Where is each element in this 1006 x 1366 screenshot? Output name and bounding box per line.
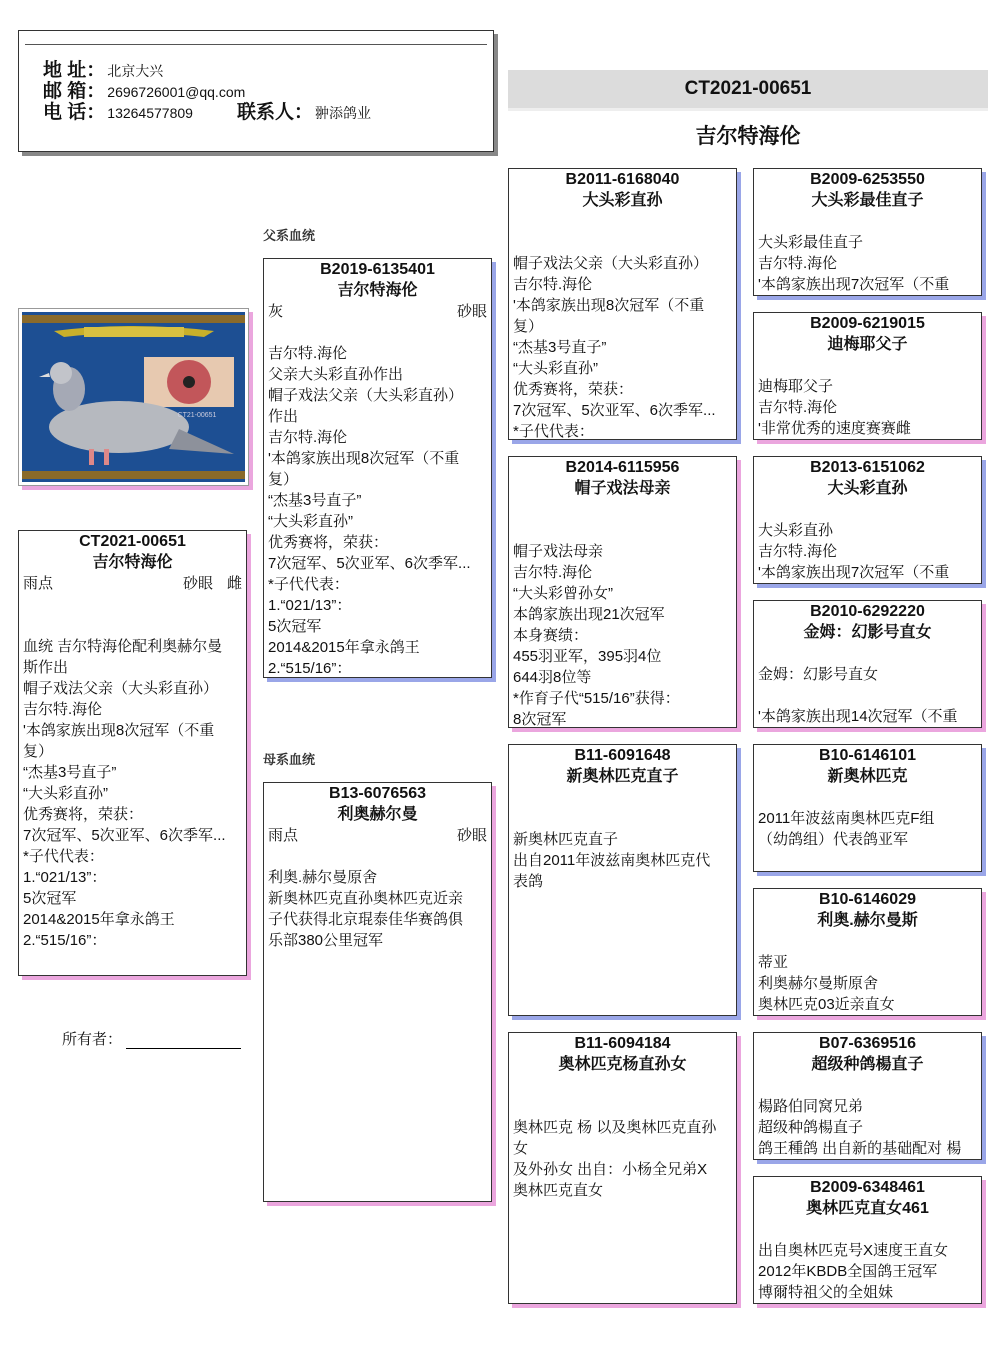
detail-line: “大头彩直孙” — [513, 360, 598, 377]
detail-line: 利奥.赫尔曼原舍 — [268, 869, 378, 886]
detail-line — [268, 322, 487, 343]
ring-number: B07-6369516 — [819, 1035, 916, 1052]
detail-line: 蒂亚 — [758, 954, 789, 971]
pigeon-name: 新奥林匹克 — [827, 768, 908, 785]
great-grandparent-card — [753, 1032, 982, 1160]
ring-number: B2009-6253550 — [810, 171, 925, 188]
detail-line: 斯作出 — [23, 659, 69, 676]
detail-line — [513, 499, 732, 520]
contact-label: 联系人： — [236, 102, 313, 123]
feather-color: 雨点 — [268, 827, 299, 844]
owner-label: 所有者： — [62, 1031, 123, 1048]
great-grandparent-card — [753, 1176, 982, 1304]
detail-line: 吉尔特.海伦 — [23, 701, 103, 718]
ring-number: B11-6091648 — [574, 747, 671, 764]
detail-line: 2.“515/16”： — [23, 932, 107, 949]
detail-line: 455羽亚军，395羽4位 — [513, 648, 662, 665]
detail-line: '本鸽家族出现8次冠军（不重 — [513, 297, 705, 314]
pigeon-name: 利奥赫尔曼 — [337, 806, 418, 823]
detail-line — [513, 232, 732, 253]
ring-number: B2009-6348461 — [810, 1179, 925, 1196]
detail-line: 644羽8位等 — [513, 669, 592, 686]
pigeon-name: 吉尔特海伦 — [92, 554, 173, 571]
detail-line: *子代代表： — [513, 423, 594, 440]
detail-line: *子代代表： — [23, 848, 104, 865]
detail-line: （幼鸽组）代表鸽亚军 — [758, 831, 909, 848]
detail-line: 5次冠军 — [23, 890, 77, 907]
pigeon-name: 迪梅耶父子 — [827, 336, 908, 353]
father-card — [263, 258, 492, 678]
pigeon-name: 吉尔特海伦 — [337, 282, 418, 299]
pigeon-name: 帽子戏法母亲 — [574, 480, 671, 497]
detail-line: 表鸽 — [513, 873, 544, 890]
detail-line: 7次冠军、5次亚军、6次季军... — [513, 402, 716, 419]
detail-line: 8次冠军 — [513, 711, 567, 728]
detail-line: 大头彩最佳直子 — [758, 234, 864, 251]
detail-line — [758, 355, 977, 376]
detail-line: '本鸽家族出现8次冠军（不重 — [23, 722, 215, 739]
pigeon-name: 新奥林匹克直子 — [566, 768, 679, 785]
detail-line: 吉尔特.海伦 — [758, 399, 838, 416]
maternal-grandmother-card — [508, 1032, 737, 1304]
detail-line: 吉尔特.海伦 — [758, 255, 838, 272]
attributes-row — [268, 301, 487, 322]
phone-value: 13264577809 — [107, 105, 193, 121]
pigeon-name: 奥林匹克杨直孙女 — [558, 1056, 687, 1073]
mother-card — [263, 782, 492, 1202]
ring-number: B2013-6151062 — [810, 459, 925, 476]
detail-line — [268, 846, 487, 867]
detail-line: 本鸽家族出现21次冠军 — [513, 606, 665, 623]
detail-line — [758, 1075, 977, 1096]
detail-line — [23, 594, 242, 615]
detail-line — [513, 1096, 732, 1117]
detail-line — [758, 211, 977, 232]
ring-number: B10-6146029 — [819, 891, 916, 908]
detail-line: 新奥林匹克直孙奥林匹克近亲 — [268, 890, 464, 907]
contact-box — [18, 30, 494, 152]
mother-line-label: 母系血统 — [263, 752, 316, 767]
detail-line: 迪梅耶父子 — [758, 378, 834, 395]
detail-line: '本鸽家族出现8次冠军（不重 — [268, 450, 460, 467]
father-line-label: 父系血统 — [263, 228, 316, 243]
photo-caption: CT21-00651 — [177, 412, 217, 419]
ring-number: B13-6076563 — [329, 785, 426, 802]
detail-line: 2011年波兹南奥林匹克F组 — [758, 810, 935, 827]
detail-line — [513, 1075, 732, 1096]
detail-line: “杰基3号直子” — [513, 339, 607, 356]
detail-line: 利奥赫尔曼斯原舍 — [758, 975, 879, 992]
detail-line — [758, 1219, 977, 1240]
detail-line: 帽子戏法父亲（大头彩直孙） — [268, 387, 464, 404]
pigeon-photo — [18, 308, 249, 486]
detail-line: 复） — [268, 471, 299, 488]
owner-field — [62, 1028, 241, 1049]
detail-line: 奥林匹克 杨 以及奥林匹克直孙 — [513, 1119, 717, 1136]
detail-line — [513, 787, 732, 808]
detail-line: '非常优秀的速度赛赛雌 — [758, 420, 911, 437]
eye-type: 砂眼 — [456, 303, 487, 320]
detail-line: 出自奥林匹克号X速度王直女 — [758, 1242, 949, 1259]
great-grandparent-card — [753, 312, 982, 440]
detail-line: 优秀赛将，荣获： — [513, 381, 634, 398]
ring-number: B2014-6115956 — [565, 459, 680, 476]
great-grandparent-card — [753, 888, 982, 1016]
detail-line: 复） — [23, 743, 54, 760]
detail-line: 吉尔特.海伦 — [758, 543, 838, 560]
detail-line: *作育子代“515/16”获得： — [513, 690, 680, 707]
ring-number: B2009-6219015 — [810, 315, 925, 332]
pigeon-name: 超级种鸽楊直子 — [811, 1056, 924, 1073]
detail-line — [758, 787, 977, 808]
ring-number: B11-6094184 — [574, 1035, 671, 1052]
eye-type: 砂眼 — [182, 575, 213, 592]
detail-line: 奥林匹克03近亲直女 — [758, 996, 895, 1013]
header-name: 吉尔特海伦 — [695, 125, 801, 148]
ring-number: CT2021-00651 — [79, 533, 186, 550]
detail-line: '本鸽家族出现7次冠军（不重 — [758, 276, 950, 293]
great-grandparent-card — [753, 744, 982, 872]
email-label: 邮 箱： — [43, 81, 106, 102]
feather-color: 雨点 — [23, 575, 54, 592]
detail-line — [513, 520, 732, 541]
detail-line: '本鸽家族出现7次冠军（不重 — [758, 564, 950, 581]
email-value: 2696726001@qq.com — [107, 84, 246, 100]
detail-line: 吉尔特.海伦 — [268, 345, 348, 362]
detail-line — [513, 211, 732, 232]
ring-number: B2010-6292220 — [810, 603, 925, 620]
detail-line: 优秀赛将，荣获： — [268, 534, 389, 551]
detail-line — [23, 615, 242, 636]
detail-line: 博爾特祖父的全姐妹 — [758, 1284, 894, 1301]
paternal-grandmother-card — [508, 456, 737, 728]
attributes-row — [23, 573, 242, 594]
detail-line — [513, 808, 732, 829]
header-ring: CT2021-00651 — [508, 70, 988, 111]
detail-line: “大头彩曾孙女” — [513, 585, 613, 602]
pigeon-name: 利奥.赫尔曼斯 — [817, 912, 918, 929]
pigeon-name: 大头彩直孙 — [582, 192, 663, 209]
address-value: 北京大兴 — [107, 63, 164, 79]
detail-line — [758, 499, 977, 520]
detail-line: 7次冠军、5次亚军、6次季军... — [268, 555, 471, 572]
detail-line: 2012年KBDB全国鸽王冠军 — [758, 1263, 938, 1280]
detail-line: 优秀赛将，荣获： — [23, 806, 144, 823]
pigeon-image — [19, 309, 248, 485]
pigeon-name: 大头彩最佳直子 — [811, 192, 924, 209]
detail-line: 1.“021/13”： — [23, 869, 107, 886]
detail-line: '本鸽家族出现14次冠军（不重 — [758, 708, 958, 725]
detail-line: 奥林匹克直女 — [513, 1182, 604, 1199]
detail-line: 及外孙女 出自：小杨全兄弟X — [513, 1161, 708, 1178]
detail-line: 乐部380公里冠军 — [268, 932, 384, 949]
detail-line: 吉尔特.海伦 — [513, 276, 593, 293]
detail-line: *子代代表： — [268, 576, 349, 593]
detail-line: 出自2011年波兹南奥林匹克代 — [513, 852, 711, 869]
phone-row — [43, 97, 371, 124]
eye-type: 砂眼 — [456, 827, 487, 844]
contact-value: 翀添鸽业 — [314, 105, 371, 121]
detail-line: 2.“515/16”： — [268, 660, 352, 677]
detail-line: “杰基3号直子” — [23, 764, 117, 781]
paternal-grandfather-card — [508, 168, 737, 440]
detail-line: 本身赛绩： — [513, 627, 589, 644]
detail-line: 子代获得北京琨泰佳华赛鸽俱 — [268, 911, 464, 928]
maternal-grandfather-card — [508, 744, 737, 1016]
feather-color: 灰 — [268, 303, 284, 320]
detail-line: 新奥林匹克直子 — [513, 831, 619, 848]
detail-line: 作出 — [268, 408, 299, 425]
detail-line: 超级种鸽楊直子 — [758, 1119, 864, 1136]
great-grandparent-card — [753, 600, 982, 728]
pigeon-name: 大头彩直孙 — [827, 480, 908, 497]
detail-line: 吉尔特.海伦 — [513, 564, 593, 581]
detail-line: 女 — [513, 1140, 529, 1157]
pigeon-name: 金姆：幻影号直女 — [803, 624, 932, 641]
divider — [25, 44, 487, 45]
great-grandparent-card — [753, 456, 982, 584]
detail-line — [758, 931, 977, 952]
detail-line: “杰基3号直子” — [268, 492, 362, 509]
pigeon-name: 奥林匹克直女461 — [806, 1200, 929, 1217]
detail-line: 7次冠军、5次亚军、6次季军... — [23, 827, 226, 844]
ring-number: B2011-6168040 — [565, 171, 680, 188]
ring-number: B10-6146101 — [819, 747, 916, 764]
detail-line: 2014&2015年拿永鸽王 — [268, 639, 420, 656]
detail-line: 2014&2015年拿永鸽王 — [23, 911, 175, 928]
subject-card — [18, 530, 247, 976]
address-label: 地 址： — [43, 60, 106, 81]
detail-line: 血统 吉尔特海伦配利奥赫尔曼 — [23, 638, 223, 655]
great-grandparent-card — [753, 168, 982, 296]
detail-line: 父亲大头彩直孙作出 — [268, 366, 404, 383]
sex: 雌 — [226, 575, 242, 592]
detail-line: 金姆：幻影号直女 — [758, 666, 879, 683]
detail-line — [758, 685, 977, 706]
detail-line: 1.“021/13”： — [268, 597, 352, 614]
detail-line: “大头彩直孙” — [268, 513, 353, 530]
phone-label: 电 话： — [43, 102, 106, 123]
attributes-row — [268, 825, 487, 846]
detail-line: 大头彩直孙 — [758, 522, 834, 539]
ring-number: B2019-6135401 — [320, 261, 435, 278]
detail-line — [758, 643, 977, 664]
detail-line: 复） — [513, 318, 544, 335]
detail-line: 5次冠军 — [268, 618, 322, 635]
detail-line: 吉尔特.海伦 — [268, 429, 348, 446]
owner-signature-line[interactable] — [126, 1032, 241, 1049]
detail-line: 帽子戏法父亲（大头彩直孙） — [23, 680, 219, 697]
detail-line: 鸽王種鸽 出自新的基础配对 楊 — [758, 1140, 962, 1157]
detail-line: 楊路伯同窝兄弟 — [758, 1098, 864, 1115]
detail-line: 帽子戏法父亲（大头彩直孙） — [513, 255, 709, 272]
detail-line: “大头彩直孙” — [23, 785, 108, 802]
detail-line: 帽子戏法母亲 — [513, 543, 604, 560]
